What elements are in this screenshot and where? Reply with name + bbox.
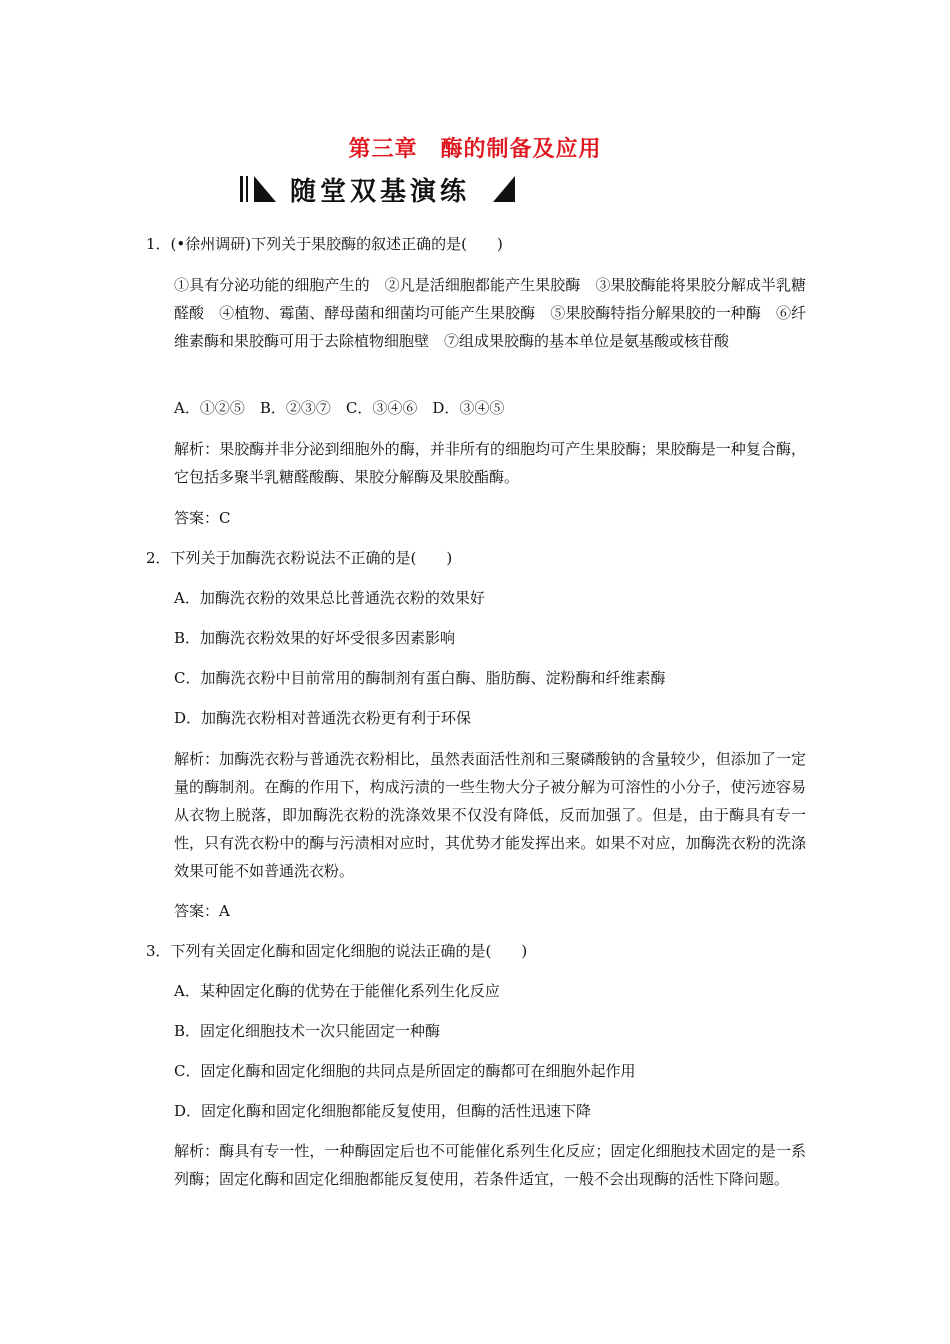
question-2-option-c: C．加酶洗衣粉中目前常用的酶制剂有蛋白酶、脂肪酶、淀粉酶和纤维素酶	[174, 669, 666, 687]
question-3-option-c: C．固定化酶和固定化细胞的共同点是所固定的酶都可在细胞外起作用	[174, 1062, 636, 1080]
chapter-title: 第三章 酶的制备及应用	[348, 136, 602, 162]
question-2-option-d: D．加酶洗衣粉相对普通洗衣粉更有利于环保	[174, 709, 472, 727]
question-2-analysis: 解析：加酶洗衣粉与普通洗衣粉相比，虽然表面活性剂和三聚磷酸钠的含量较少，但添加了一定量的酶制剂。在酶的作用下，构成污渍的一些生物大分子被分解为可溶性的小分子，使污迹容易从衣物上脱落，即加酶洗衣粉的洗涤效果不仅没有降低，反而加强了。但是，由于酶具有专一性，只有洗衣粉中的酶与污渍相对应时，其优势才能发挥出来。如果不对应，加酶洗衣粉的洗涤效果可能不如普通洗衣粉。	[174, 750, 806, 880]
question-2-option-b: B．加酶洗衣粉效果的好坏受很多因素影响	[174, 629, 456, 647]
question-3-option-a: A．某种固定化酶的优势在于能催化系列生化反应	[174, 982, 500, 1000]
question-3-option-b: B．固定化细胞技术一次只能固定一种酶	[174, 1022, 441, 1040]
question-2-option-a: A．加酶洗衣粉的效果总比普通洗衣粉的效果好	[174, 589, 485, 607]
question-2-stem: 2．下列关于加酶洗衣粉说法不正确的是( )	[146, 549, 453, 567]
question-1-analysis: 解析：果胶酶并非分泌到细胞外的酶，并非所有的细胞均可产生果胶酶；果胶酶是一种复合酶，它包括多聚半乳糖醛酸酶、果胶分解酶及果胶酯酶。	[174, 440, 806, 486]
question-2-answer: 答案：A	[174, 902, 230, 920]
question-3-stem: 3．下列有关固定化酶和固定化细胞的说法正确的是( )	[146, 942, 528, 960]
question-3-option-d: D．固定化酶和固定化细胞都能反复使用，但酶的活性迅速下降	[174, 1102, 592, 1120]
banner-left-ornament	[240, 176, 276, 202]
section-banner	[240, 172, 515, 206]
question-1-stem: 1．(•徐州调研)下列关于果胶酶的叙述正确的是( )	[146, 235, 503, 253]
question-3-analysis: 解析：酶具有专一性，一种酶固定后也不可能催化系列生化反应；固定化细胞技术固定的是一系列酶；固定化酶和固定化细胞都能反复使用，若条件适宜，一般不会出现酶的活性下降问题。	[174, 1142, 806, 1188]
question-1-answer: 答案：C	[174, 509, 231, 527]
question-1-options: A．①②⑤ B．②③⑦ C．③④⑥ D．③④⑤	[174, 399, 505, 417]
question-1-statements: ①具有分泌功能的细胞产生的 ②凡是活细胞都能产生果胶酶 ③果胶酶能将果胶分解成半乳糖醛酸 ④植物、霉菌、酵母菌和细菌均可能产生果胶酶 ⑤果胶酶特指分解果胶的一种酶 ⑥纤维素酶和果胶酶可用于去除植物细胞壁 ⑦组成果胶酶的基本单位是氨基酸或核苷酸	[174, 276, 806, 350]
banner-heading: 随堂双基演练	[290, 176, 471, 207]
banner-right-ornament	[490, 176, 515, 202]
